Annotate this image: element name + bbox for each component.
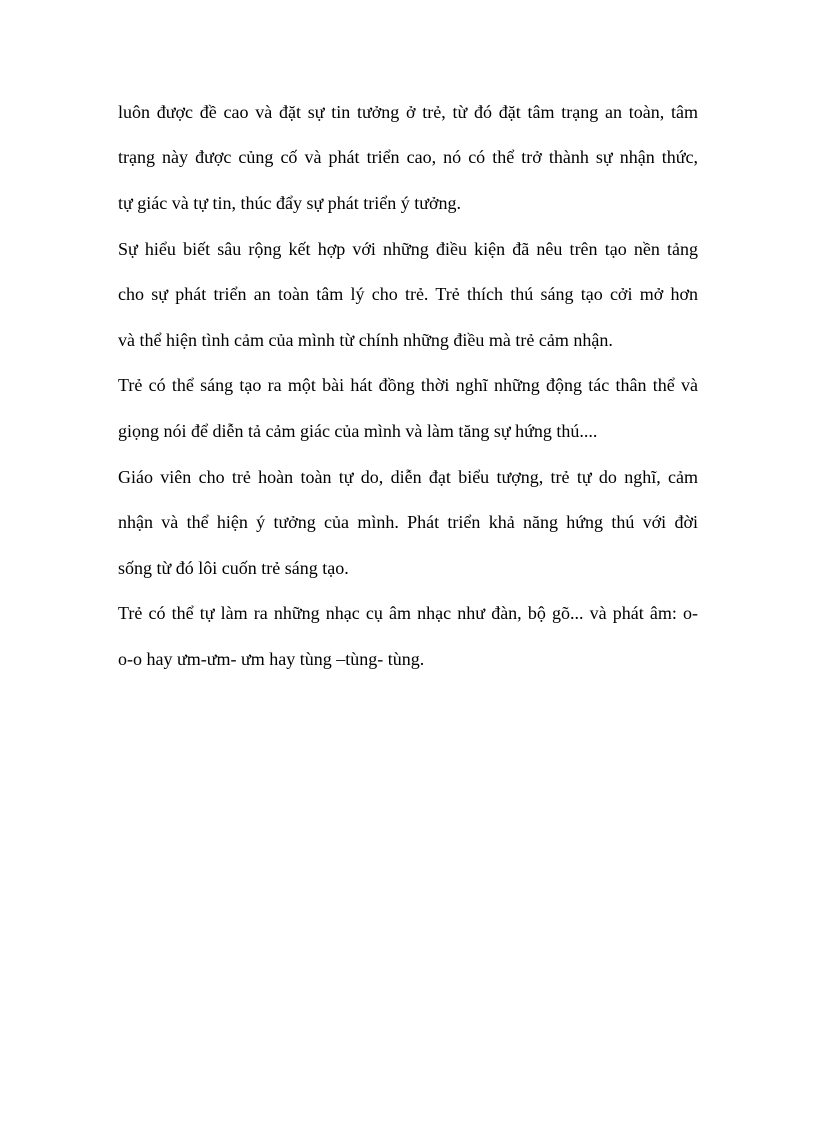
text-line: sống từ đó lôi cuốn trẻ sáng tạo. xyxy=(118,558,349,578)
text-line: Trẻ có thể tự làm ra những nhạc cụ âm nhạc như đàn, bộ gõ... và phát âm: o- xyxy=(118,603,698,623)
text-line: tự giác và tự tin, thúc đẩy sự phát triển ý tưởng. xyxy=(118,193,461,213)
text-line: nhận và thể hiện ý tưởng của mình. Phát triển khả năng hứng thú với đời xyxy=(118,512,698,532)
text-line: và thể hiện tình cảm của mình từ chính những điều mà trẻ cảm nhận. xyxy=(118,330,613,350)
text-line: luôn được đề cao và đặt sự tin tưởng ở trẻ, từ đó đặt tâm trạng an toàn, tâm xyxy=(118,102,698,122)
text-line: o-o hay ưm-ưm- ưm hay tùng –tùng- tùng. xyxy=(118,649,425,669)
text-line: trạng này được củng cố và phát triển cao, nó có thể trở thành sự nhận thức, xyxy=(118,147,698,167)
text-line: cho sự phát triển an toàn tâm lý cho trẻ. Trẻ thích thú sáng tạo cởi mở hơn xyxy=(118,284,698,304)
text-line: giọng nói để diễn tả cảm giác của mình và làm tăng sự hứng thú.... xyxy=(118,421,598,441)
text-line: Trẻ có thể sáng tạo ra một bài hát đồng thời nghĩ những động tác thân thể và xyxy=(118,375,698,395)
text-line: Sự hiểu biết sâu rộng kết hợp với những điều kiện đã nêu trên tạo nền tảng xyxy=(118,239,698,259)
text-line: Giáo viên cho trẻ hoàn toàn tự do, diễn đạt biểu tượng, trẻ tự do nghĩ, cảm xyxy=(118,467,698,487)
